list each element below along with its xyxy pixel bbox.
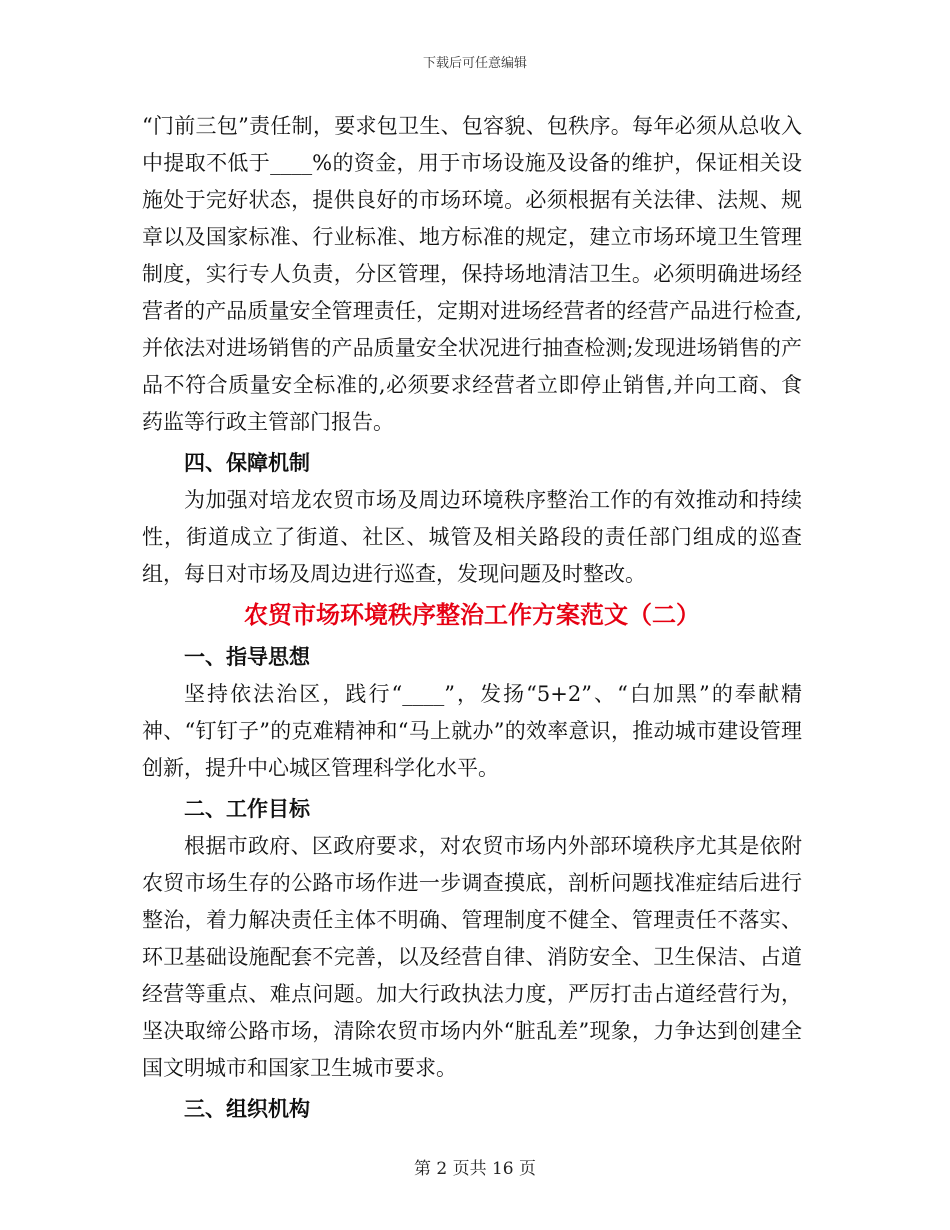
paragraph-guiding-ideology: 坚持依法治区，践行“____”，发扬“5+2”、“白加黑”的奉献精神、“钉钉子”的克难精神和“马上就办”的效率意识，推动城市建设管理创新，提升中心城区管理科学化水平。 (142, 682, 802, 780)
page-header: 下载后可任意编辑 (422, 56, 527, 71)
section-title: 农贸市场环境秩序整治工作方案范文（二） (244, 601, 700, 629)
heading-organization: 三、组织机构 (184, 1097, 310, 1121)
paragraph-work-goals: 根据市政府、区政府要求，对农贸市场内外部环境秩序尤其是依附农贸市场生存的公路市场作进一步调查摸底，剖析问题找准症结后进行整治，着力解决责任主体不明确、管理制度不健全、管理责任不落实、环卫基础设施配套不完善，以及经营自律、消防安全、卫生保洁、占道经营等重点、难点问题。加大行政执法力度，严厉打击占道经营行为，坚决取缔公路市场，清除农贸市场内外“脏乱差”现象，力争达到创建全国文明城市和国家卫生城市要求。 (142, 834, 802, 1080)
heading-guiding-ideology: 一、指导思想 (184, 645, 310, 669)
document-body (142, 108, 802, 1128)
heading-guarantee-mechanism: 四、保障机制 (184, 451, 310, 475)
paragraph-sanitation-responsibility: “门前三包”责任制，要求包卫生、包容貌、包秩序。每年必须从总收入中提取不低于____%的资金，用于市场设施及设备的维护，保证相关设施处于完好状态，提供良好的市场环境。必须根据有关法律、法规、规章以及国家标准、行业标准、地方标准的规定，建立市场环境卫生管理制度，实行专人负责，分区管理，保持场地清洁卫生。必须明确进场经营者的产品质量安全管理责任，定期对进场经营者的经营产品进行检查,并依法对进场销售的产品质量安全状况进行抽查检测;发现进场销售的产品不符合质量安全标准的,必须要求经营者立即停止销售,并向工商、食药监等行政主管部门报告。 (142, 114, 802, 434)
page-number: 第 2 页共 16 页 (413, 1159, 537, 1179)
paragraph-inspection-team: 为加强对培龙农贸市场及周边环境秩序整治工作的有效推动和持续性，街道成立了街道、社区、城管及相关路段的责任部门组成的巡查组，每日对市场及周边进行巡查，发现问题及时整改。 (142, 488, 802, 586)
heading-work-goals: 二、工作目标 (184, 797, 310, 821)
